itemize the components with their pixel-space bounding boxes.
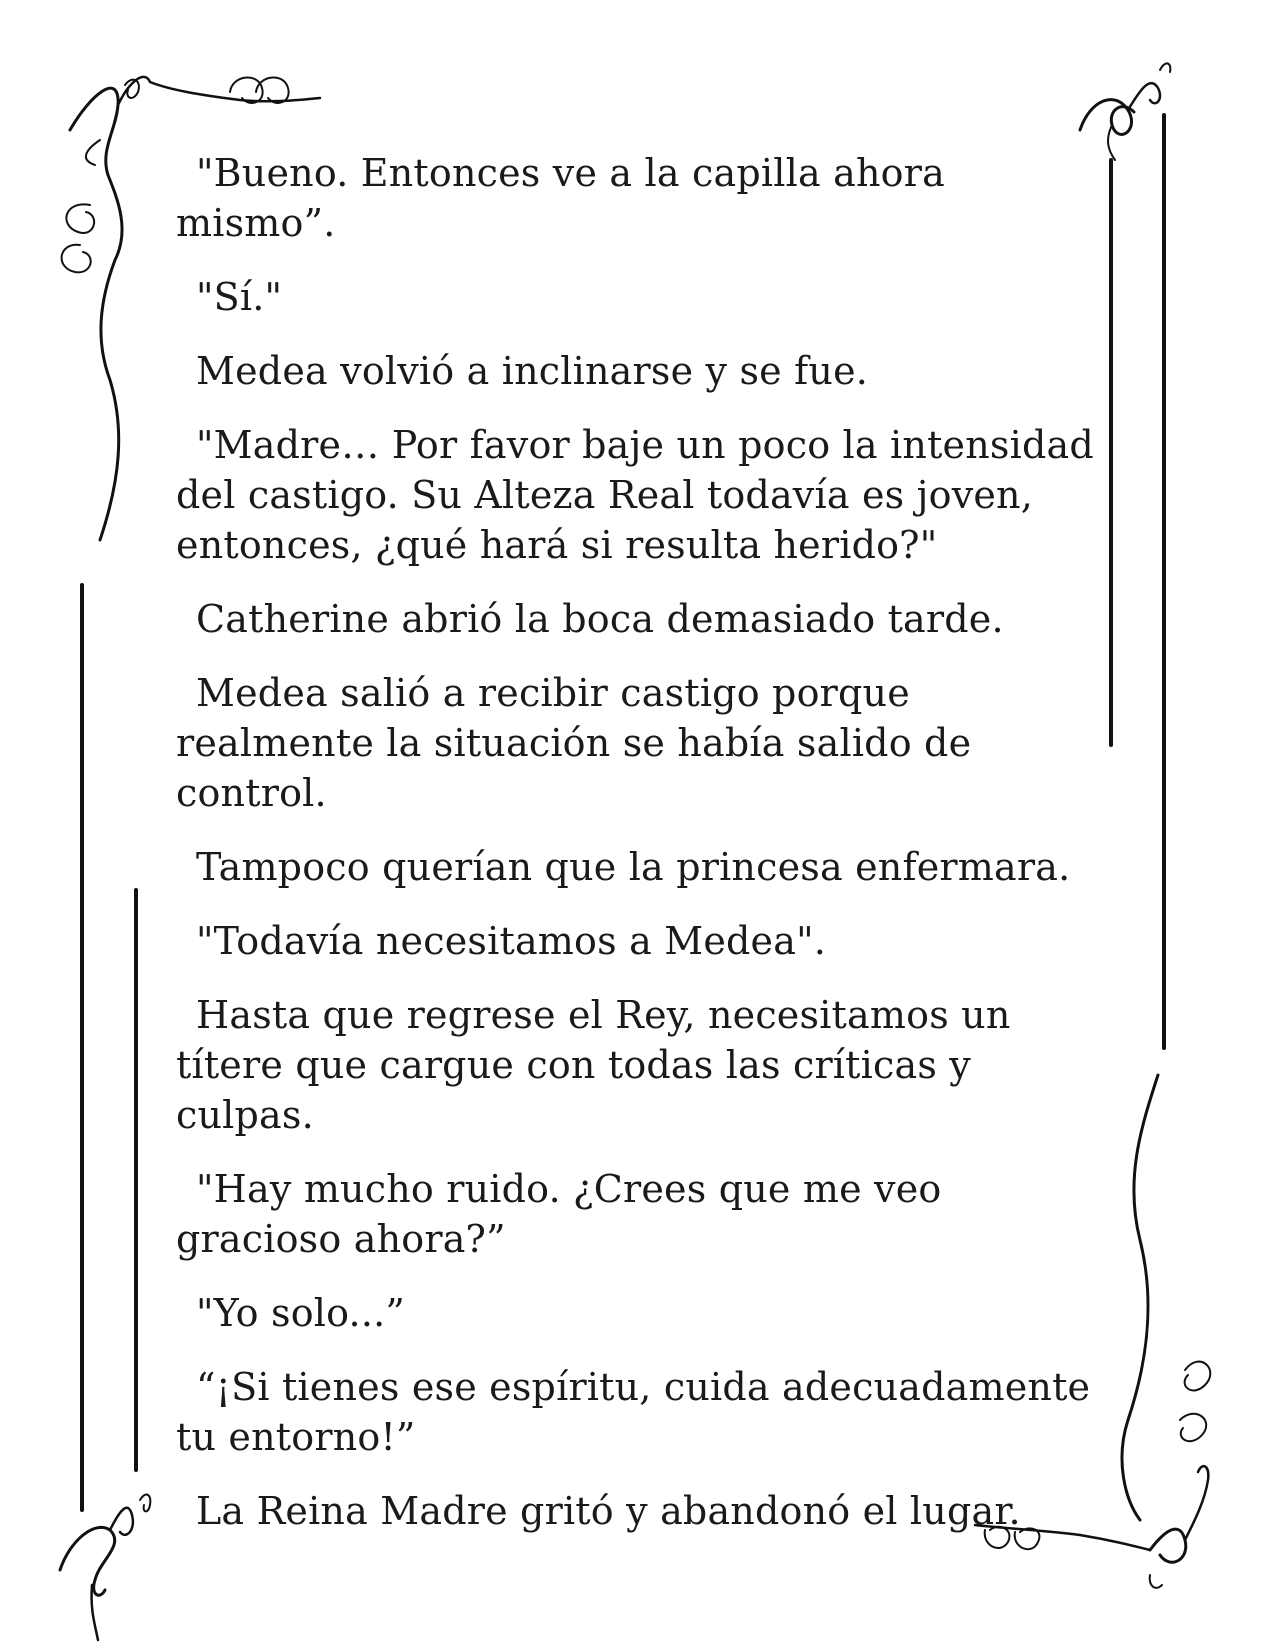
paragraph-4: "Madre… Por favor baje un poco la intensidad del castigo. Su Alteza Real todavía es joven, entonces, ¿qué hará si resulta herido?" [176,423,1094,567]
paragraph-10: "Hay mucho ruido. ¿Crees que me veo gracioso ahora?” [176,1167,942,1261]
paragraph-12: “¡Si tienes ese espíritu, cuida adecuadamente tu entorno!” [176,1365,1091,1459]
paragraph-9: Hasta que regrese el Rey, necesitamos un títere que cargue con todas las críticas y culpas. [176,993,1011,1137]
paragraph-11: "Yo solo...” [196,1291,406,1335]
paragraph-13: La Reina Madre gritó y abandonó el lugar. [196,1489,1021,1533]
paragraph-1: "Bueno. Entonces ve a la capilla ahora mismo”. [176,151,945,245]
paragraph-7: Tampoco querían que la princesa enfermara. [196,845,1071,889]
paragraph-2: "Sí." [196,275,283,319]
paragraph-6: Medea salió a recibir castigo porque realmente la situación se había salido de control. [176,671,972,815]
paragraph-3: Medea volvió a inclinarse y se fue. [196,349,869,393]
paragraph-8: "Todavía necesitamos a Medea". [196,919,827,963]
paragraph-5: Catherine abrió la boca demasiado tarde. [196,597,1004,641]
story-text [176,148,1106,1560]
top-right-flourish [1080,63,1170,160]
bottom-left-flourish [60,1495,150,1640]
